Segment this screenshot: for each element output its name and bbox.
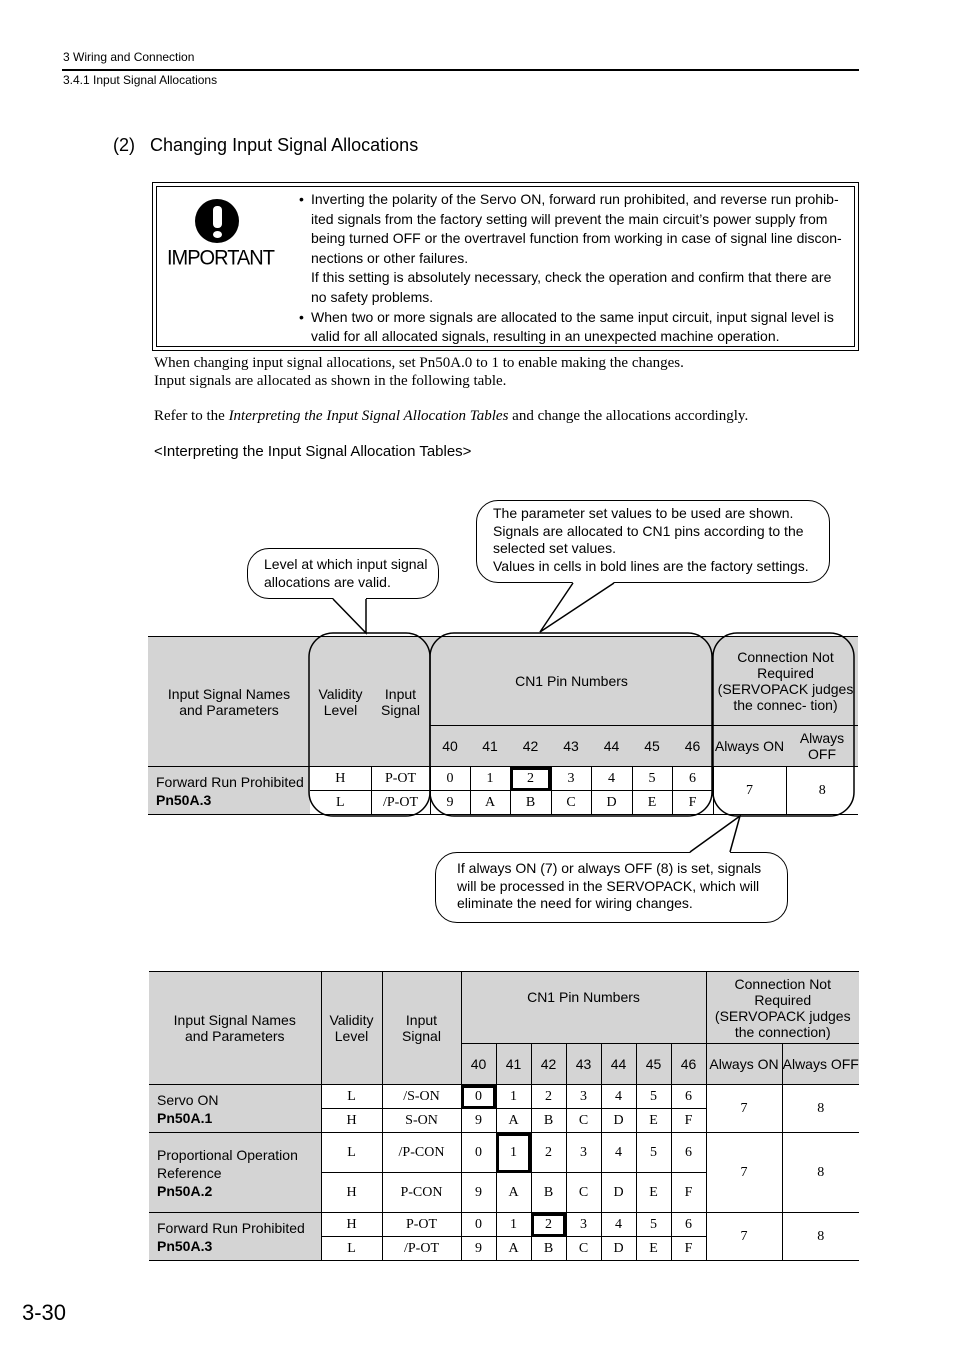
- allocation-table: [149, 971, 859, 1261]
- validity-level: L: [321, 1237, 382, 1261]
- pin-value: 0: [430, 767, 470, 791]
- pin-46: 46: [671, 1044, 706, 1085]
- pin-value: B: [531, 1237, 566, 1261]
- pin-value: 2: [531, 1085, 566, 1109]
- pin-value: 6: [671, 1213, 706, 1237]
- pin-value: 3: [566, 1133, 601, 1173]
- body-paragraph-1: When changing input signal allocations, set Pn50A.0 to 1 to enable making the changes.: [154, 355, 684, 371]
- input-signal: P-OT: [382, 1213, 461, 1237]
- col-header-validity: Validity Level: [321, 972, 382, 1085]
- pin-value: 1: [470, 767, 510, 791]
- pin-43: 43: [551, 726, 591, 767]
- pin-value: C: [566, 1237, 601, 1261]
- signal-name-cell: Forward Run Prohibited Pn50A.3: [148, 767, 310, 815]
- signal-name-proportional-operation: Proportional Operation Reference Pn50A.2: [149, 1133, 321, 1213]
- pin-value: 1: [496, 1085, 531, 1109]
- validity-level: H: [321, 1173, 382, 1213]
- header-chapter: 3 Wiring and Connection: [63, 50, 195, 64]
- pin-value: D: [601, 1109, 636, 1133]
- always-on-value: 7: [713, 767, 786, 815]
- pin-44: 44: [591, 726, 632, 767]
- highlight-cn1-group: [430, 633, 712, 816]
- pin-value: 9: [461, 1237, 496, 1261]
- pin-value: A: [496, 1109, 531, 1133]
- always-off-value: 8: [782, 1213, 859, 1261]
- pin-value: B: [510, 791, 551, 815]
- pin-value: 2: [531, 1133, 566, 1173]
- pin-value: C: [566, 1109, 601, 1133]
- always-on-value: 7: [706, 1085, 782, 1133]
- pin-value: 6: [671, 1085, 706, 1109]
- pin-value-factory-default: 2: [531, 1213, 566, 1237]
- pin-42: 42: [531, 1044, 566, 1085]
- col-header-connection: Connection Not Required (SERVOPACK judges the connection): [706, 972, 859, 1044]
- pin-value: F: [671, 1237, 706, 1261]
- always-off-header: Always OFF: [782, 1044, 859, 1085]
- input-signal: /P-CON: [382, 1133, 461, 1173]
- pin-40: 40: [461, 1044, 496, 1085]
- pin-value: 4: [601, 1133, 636, 1173]
- page-number: 3-30: [22, 1300, 67, 1325]
- pin-value: 9: [430, 791, 470, 815]
- pin-value: D: [601, 1173, 636, 1213]
- always-off-header: Always OFF: [786, 726, 858, 767]
- pin-value-factory-default: 1: [496, 1133, 531, 1173]
- pin-value: E: [636, 1173, 671, 1213]
- pin-value: 9: [461, 1109, 496, 1133]
- highlight-level-group: [309, 633, 430, 816]
- body-paragraph-2: Input signals are allocated as shown in the following table.: [154, 373, 507, 389]
- pin-value: B: [531, 1173, 566, 1213]
- always-off-value: 8: [786, 767, 858, 815]
- header-section: 3.4.1 Input Signal Allocations: [63, 73, 218, 87]
- pin-value: 5: [636, 1133, 671, 1173]
- input-signal: /P-OT: [382, 1237, 461, 1261]
- pin-value: 0: [461, 1213, 496, 1237]
- col-header-validity: Validity Level: [310, 637, 371, 767]
- col-header-connection: Connection Not Required (SERVOPACK judges the connec- tion): [713, 637, 858, 726]
- pin-value: A: [470, 791, 510, 815]
- col-header-cn1: CN1 Pin Numbers: [430, 637, 713, 726]
- pin-value: F: [671, 1173, 706, 1213]
- pin-value-factory-default: 0: [461, 1085, 496, 1109]
- pin-41: 41: [496, 1044, 531, 1085]
- callout-always-on-off: If always ON (7) or always OFF (8) is set, signals will be processed in the SERVOPACK, which will eliminate the need for wiring changes.: [435, 852, 788, 923]
- pin-value: B: [531, 1109, 566, 1133]
- pin-value: 6: [672, 767, 713, 791]
- pin-value: 6: [671, 1133, 706, 1173]
- pin-value: 3: [566, 1085, 601, 1109]
- input-signal: /S-ON: [382, 1085, 461, 1109]
- pin-value: D: [591, 791, 632, 815]
- section-title: (2) Changing Input Signal Allocations: [113, 135, 419, 155]
- always-on-header: Always ON: [713, 726, 786, 767]
- pin-value-factory-default: 2: [510, 767, 551, 791]
- pin-value: 1: [496, 1213, 531, 1237]
- pin-46: 46: [672, 726, 713, 767]
- pin-value: F: [671, 1109, 706, 1133]
- validity-level: H: [321, 1109, 382, 1133]
- always-on-header: Always ON: [706, 1044, 782, 1085]
- pin-45: 45: [632, 726, 672, 767]
- pin-value: 4: [591, 767, 632, 791]
- important-text: • Inverting the polarity of the Servo ON, forward run prohibited, and reverse run prohib- ited signals from the factory setting will prevent the main circuit’s power supply from being turned OFF or the overtravel function from working in case of signal line discon- nections or other failures. If this setting is absolutely necessary, check the operation and confirm that there are no safety problems. • When two or more signals are allocated to the same input circuit, input signal level is valid for all allocated signals, resulting in an unexpected machine operation.: [297, 190, 857, 347]
- pin-value: 3: [566, 1213, 601, 1237]
- signal-name-forward-run-prohibited: Forward Run Prohibited Pn50A.3: [149, 1213, 321, 1261]
- callout-validity-level: Level at which input signal allocations are valid.: [247, 548, 439, 599]
- pin-value: 4: [601, 1213, 636, 1237]
- input-signal: S-ON: [382, 1109, 461, 1133]
- important-label: IMPORTANT: [167, 246, 274, 270]
- pin-value: F: [672, 791, 713, 815]
- validity-level: L: [310, 791, 371, 815]
- pin-value: D: [601, 1237, 636, 1261]
- always-on-value: 7: [706, 1133, 782, 1213]
- pin-value: A: [496, 1173, 531, 1213]
- signal-name-servo-on: Servo ON Pn50A.1: [149, 1085, 321, 1133]
- pin-value: 5: [636, 1085, 671, 1109]
- pin-value: 4: [601, 1085, 636, 1109]
- col-header-names: Input Signal Names and Parameters: [149, 972, 321, 1085]
- pin-value: E: [636, 1237, 671, 1261]
- important-bullet-2: • When two or more signals are allocated to the same input circuit, input signal level is: [297, 308, 857, 328]
- pin-43: 43: [566, 1044, 601, 1085]
- pin-value: C: [551, 791, 591, 815]
- pin-value: 5: [636, 1213, 671, 1237]
- col-header-cn1: CN1 Pin Numbers: [461, 972, 706, 1044]
- pin-value: E: [632, 791, 672, 815]
- validity-level: L: [321, 1133, 382, 1173]
- pin-42: 42: [510, 726, 551, 767]
- interpretation-heading: <Interpreting the Input Signal Allocation Tables>: [154, 443, 472, 460]
- pin-value: 0: [461, 1133, 496, 1173]
- input-signal: P-OT: [371, 767, 430, 791]
- input-signal: P-CON: [382, 1173, 461, 1213]
- pin-value: C: [566, 1173, 601, 1213]
- always-off-value: 8: [782, 1085, 859, 1133]
- validity-level: H: [310, 767, 371, 791]
- pin-value: E: [636, 1109, 671, 1133]
- body-paragraph-3: Refer to the Interpreting the Input Signal Allocation Tables and change the allocations accordingly.: [154, 408, 749, 424]
- validity-level: H: [321, 1213, 382, 1237]
- col-header-input: Input Signal: [371, 637, 430, 767]
- pin-value: 5: [632, 767, 672, 791]
- pin-45: 45: [636, 1044, 671, 1085]
- important-bullet-1: • Inverting the polarity of the Servo ON, forward run prohibited, and reverse run prohib-: [297, 190, 857, 210]
- col-header-input: Input Signal: [382, 972, 461, 1085]
- validity-level: L: [321, 1085, 382, 1109]
- always-off-value: 8: [782, 1133, 859, 1213]
- input-signal: /P-OT: [371, 791, 430, 815]
- pin-value: 9: [461, 1173, 496, 1213]
- pin-41: 41: [470, 726, 510, 767]
- always-on-value: 7: [706, 1213, 782, 1261]
- pin-40: 40: [430, 726, 470, 767]
- callout-parameter-values: The parameter set values to be used are shown. Signals are allocated to CN1 pins according to the selected set values. Values in cells in bold lines are the factory settings.: [476, 500, 830, 583]
- pin-value: A: [496, 1237, 531, 1261]
- col-header-names: Input Signal Names and Parameters: [148, 637, 310, 767]
- highlight-connection-group: [713, 633, 854, 816]
- pin-value: 3: [551, 767, 591, 791]
- pin-44: 44: [601, 1044, 636, 1085]
